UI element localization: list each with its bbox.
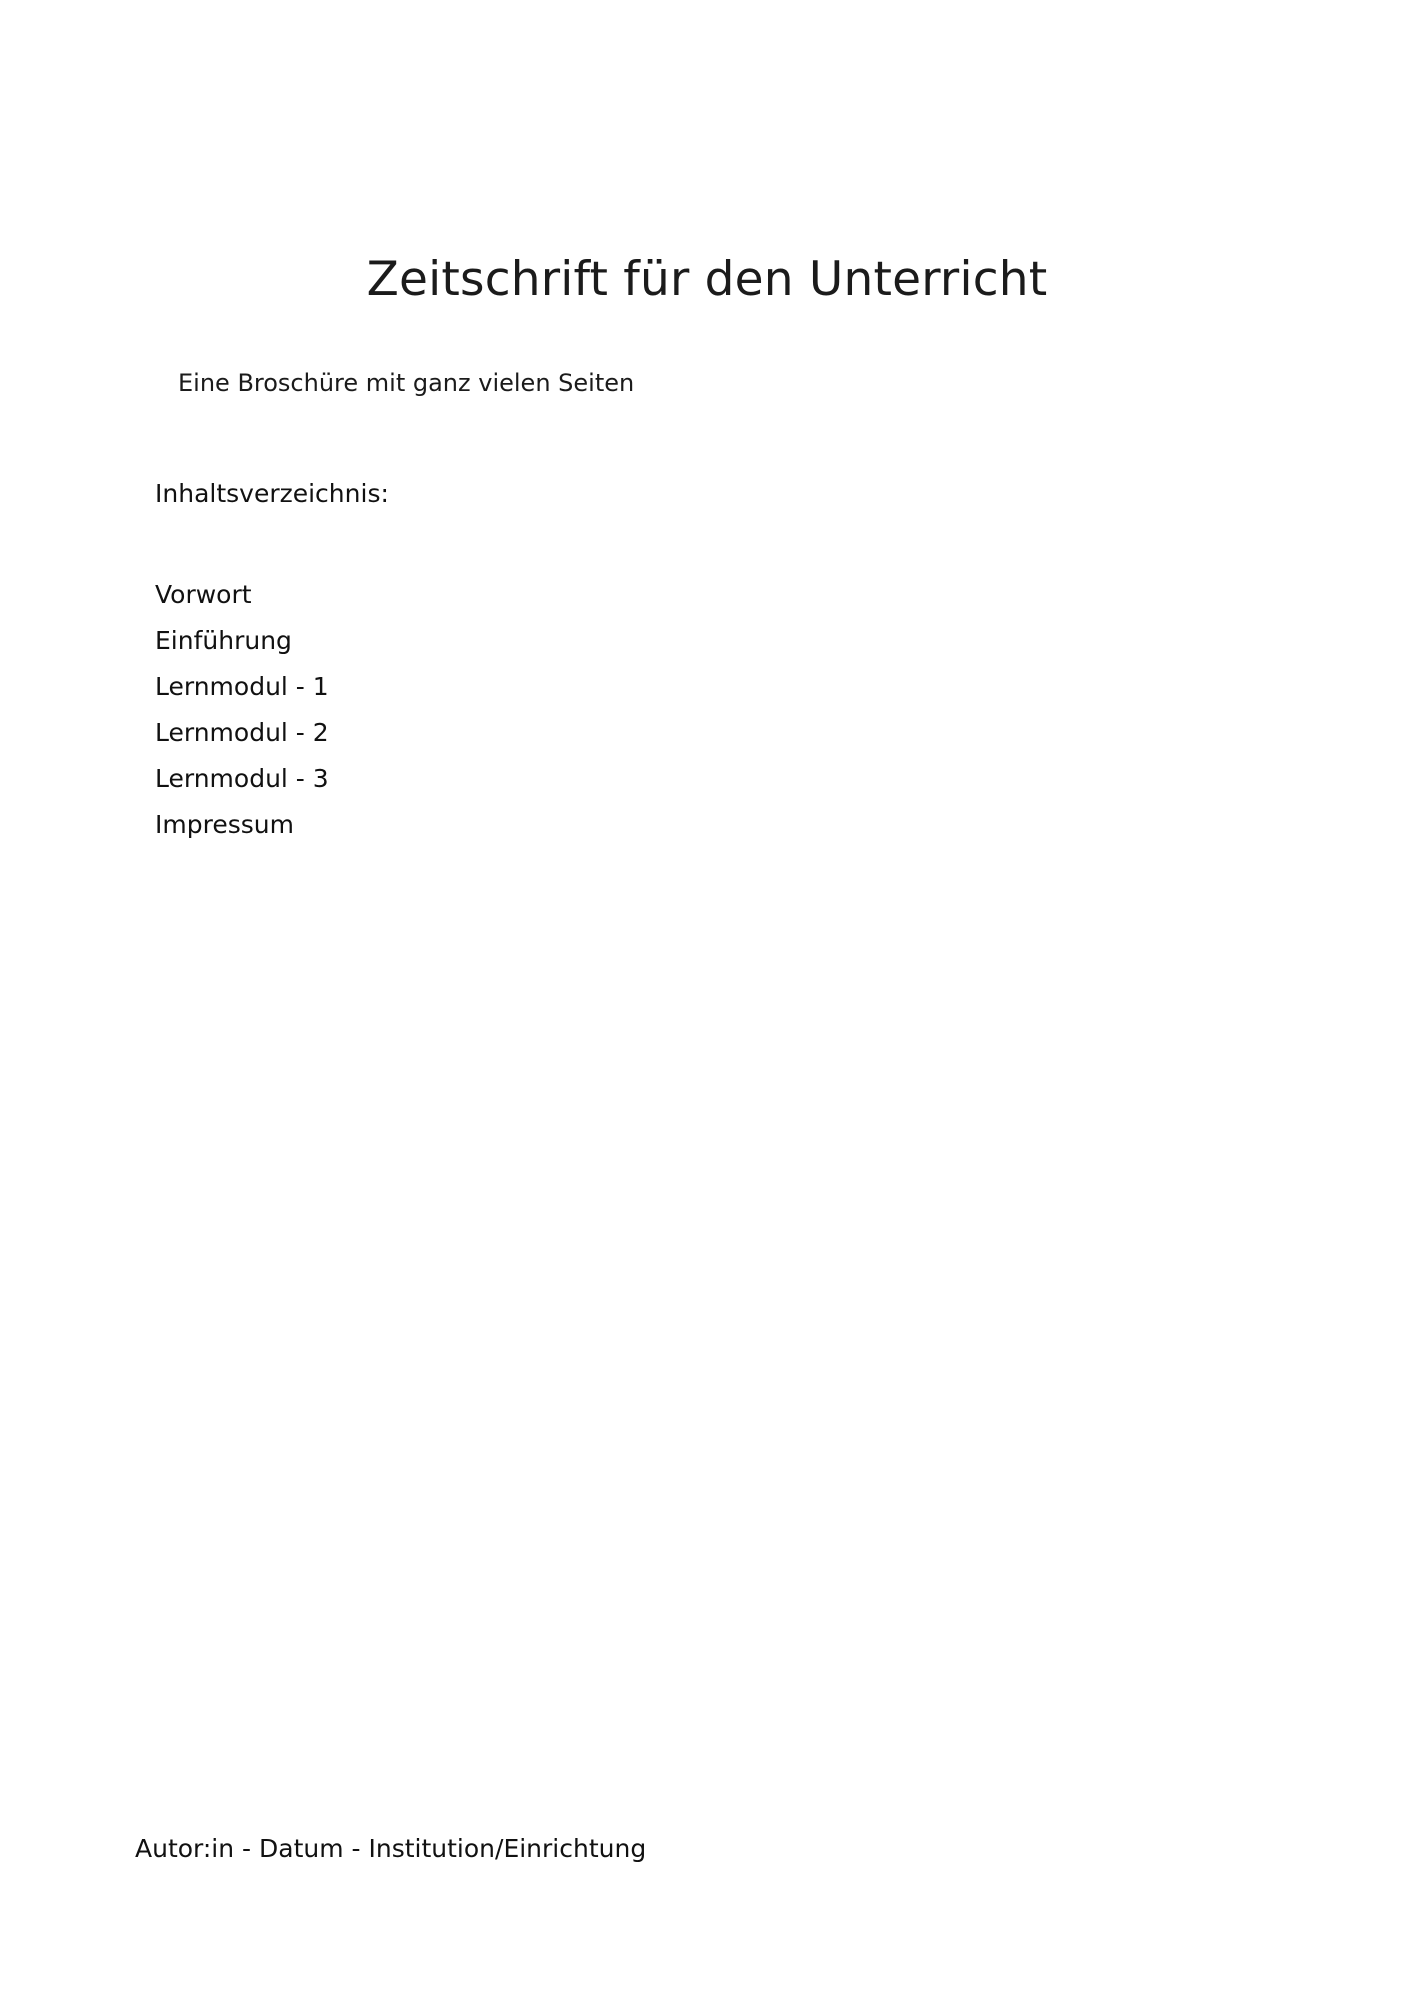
document-subtitle: Eine Broschüre mit ganz vielen Seiten xyxy=(178,369,635,397)
list-item[interactable]: Lernmodul - 3 xyxy=(155,764,329,793)
table-of-contents-heading: Inhaltsverzeichnis: xyxy=(155,479,389,508)
document-footer: Autor:in - Datum - Institution/Einrichtung xyxy=(135,1834,647,1863)
list-item[interactable]: Impressum xyxy=(155,810,294,839)
page-title: Zeitschrift für den Unterricht xyxy=(366,252,1048,308)
list-item[interactable]: Einführung xyxy=(155,626,292,655)
list-item[interactable]: Lernmodul - 1 xyxy=(155,672,329,701)
list-item[interactable]: Vorwort xyxy=(155,580,252,609)
table-of-contents-list xyxy=(155,572,329,848)
list-item[interactable]: Lernmodul - 2 xyxy=(155,718,329,747)
